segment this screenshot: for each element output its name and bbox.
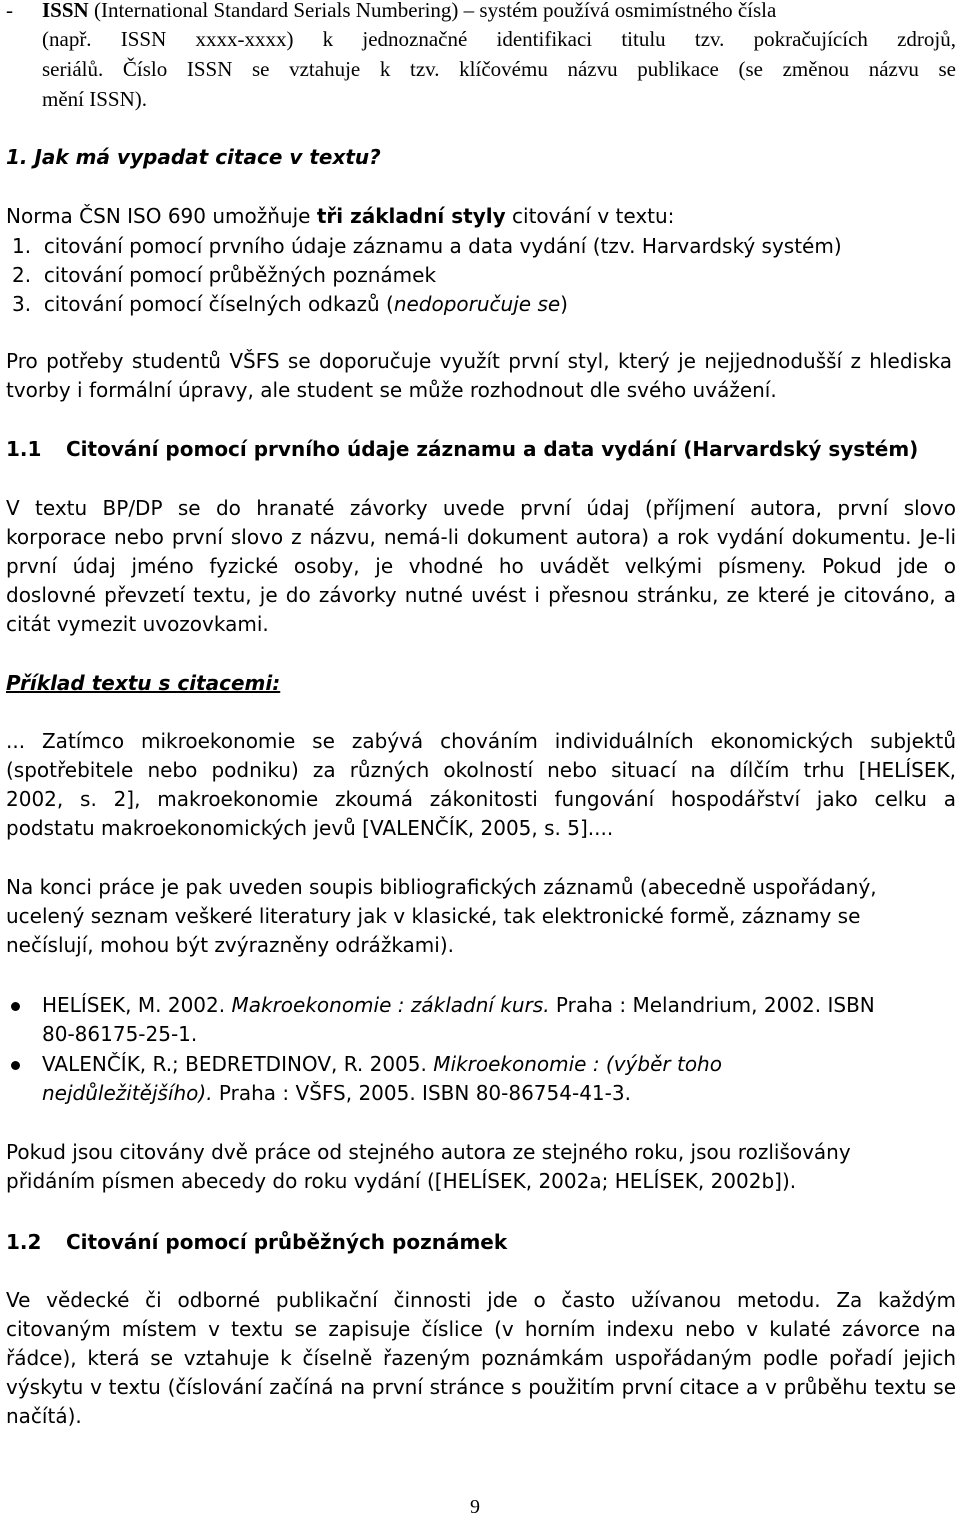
bullet-icon: [11, 1002, 20, 1011]
norma-line: [6, 202, 674, 231]
bib-title: Makroekonomie : základní kurs.: [231, 993, 550, 1017]
norma-text-a: Norma ČSN ISO 690 umožňuje: [6, 204, 317, 228]
recommendation-line-1: Pro potřeby studentů VŠFS se doporučuje využít první styl, který je nejjednodušší z hlediska: [6, 349, 952, 373]
section-1-1-number: 1.1: [6, 437, 42, 461]
bibliography-intro-line: nečíslují, mohou být zvýrazněny odrážkami).: [6, 933, 454, 957]
bibliography-intro-line: Na konci práce je pak uveden soupis bibliografických záznamů (abecedně uspořádaný,: [6, 875, 877, 899]
example-heading: Příklad textu s citacemi:: [6, 671, 281, 695]
paragraph-line: první údaj jméno fyzické osoby, je vhodné ho uvádět velkými písmeny. Pokud jde o: [6, 554, 956, 578]
issn-term: ISSN: [42, 0, 89, 22]
paragraph-line: přidáním písmen abecedy do roku vydání ([HELÍSEK, 2002a; HELÍSEK, 2002b]).: [6, 1169, 797, 1193]
paragraph-line: Ve vědecké či odborné publikační činnosti jde o často užívanou metodu. Za každým: [6, 1288, 956, 1312]
norma-emphasis: tři základní styly: [316, 204, 506, 228]
section-1-2-heading: Citování pomocí průběžných poznámek: [66, 1230, 508, 1254]
bibliography-item-1: [42, 991, 875, 1020]
bib-author: VALENČÍK, R.; BEDRETDINOV, R. 2005.: [42, 1052, 434, 1076]
style-item-3: [12, 290, 568, 319]
style-item-note: nedoporučuje se: [393, 292, 561, 316]
bibliography-intro-line: ucelený seznam veškeré literatury jak v klasické, tak elektronické formě, záznamy se: [6, 904, 861, 928]
page-number: 9: [470, 1496, 480, 1518]
paragraph-line: korporace nebo první slovo z názvu, nemá-li dokument autora) a rok vydání dokumentu. Je-li: [6, 525, 956, 549]
paragraph-line: výskytu v textu (číslování začíná na první stránce s použitím první citace a v průběhu textu se: [6, 1375, 956, 1399]
paragraph-line: V textu BP/DP se do hranaté závorky uvede první údaj (příjmení autora, první slovo: [6, 496, 956, 520]
section-1-heading: 1. Jak má vypadat citace v textu?: [6, 145, 381, 169]
issn-text-1: (International Standard Serials Numbering) – systém používá osmimístného čísla: [93, 0, 777, 22]
example-line: podstatu makroekonomických jevů [VALENČÍK, 2005, s. 5]....: [6, 816, 614, 840]
issn-line-1: [42, 0, 956, 25]
style-item-text: citování pomocí prvního údaje záznamu a data vydání (tzv. Harvardský systém): [43, 234, 842, 258]
section-1-1-heading: Citování pomocí prvního údaje záznamu a data vydání (Harvardský systém): [66, 437, 919, 461]
section-1-2-number: 1.2: [6, 1230, 42, 1254]
paragraph-line: řádce), která se vztahuje k číselně řazeným poznámkám uspořádaným podle pořadí jejich: [6, 1346, 956, 1370]
bibliography-item-2: [42, 1050, 722, 1079]
bullet-icon: [11, 1061, 20, 1070]
paragraph-line: citát vymezit uvozovkami.: [6, 612, 269, 636]
issn-dash: -: [6, 0, 13, 22]
issn-line-4: mění ISSN).: [42, 87, 147, 111]
example-line: ... Zatímco mikroekonomie se zabývá chováním individuálních ekonomických subjektů: [6, 729, 956, 753]
paragraph-line: citovaným místem v textu se zapisuje číslice (v horním indexu nebo v kulaté závorce na: [6, 1317, 956, 1341]
style-item-text: citování pomocí průběžných poznámek: [43, 263, 437, 287]
recommendation-line-2: tvorby i formální úpravy, ale student se může rozhodnout dle svého uvážení.: [6, 378, 777, 402]
issn-line-3: seriálů. Číslo ISSN se vztahuje k tzv. klíčovému názvu publikace (se změnou názvu se: [42, 57, 956, 81]
bibliography-item-2-cont: [42, 1079, 631, 1108]
paragraph-line: Pokud jsou citovány dvě práce od stejného autora ze stejného roku, jsou rozlišovány: [6, 1140, 851, 1164]
bib-publisher: Praha : Melandrium, 2002. ISBN: [549, 993, 875, 1017]
bib-publisher: Praha : VŠFS, 2005. ISBN 80-86754-41-3.: [212, 1081, 631, 1105]
bibliography-item-1-cont: 80-86175-25-1.: [42, 1022, 198, 1046]
style-item-close: ): [560, 292, 568, 316]
example-line: (spotřebitele nebo podniku) za různých okolností nebo situací na dílčím trhu [HELÍSEK,: [6, 758, 956, 782]
style-item-num: 1.: [12, 234, 32, 258]
paragraph-line: doslovné převzetí textu, je do závorky nutné uvést i přesnou stránku, ze které je citováno, a: [6, 583, 956, 607]
bib-author: HELÍSEK, M. 2002.: [42, 993, 232, 1017]
bib-title: nejdůležitějšího).: [42, 1081, 213, 1105]
style-item-text: citování pomocí číselných odkazů (: [43, 292, 394, 316]
norma-text-c: citování v textu:: [505, 204, 675, 228]
paragraph-line: načítá).: [6, 1404, 82, 1428]
style-item-num: 2.: [12, 263, 32, 287]
bib-title: Mikroekonomie : (výběr toho: [433, 1052, 722, 1076]
style-item-num: 3.: [12, 292, 32, 316]
style-item-2: [12, 261, 436, 290]
style-item-1: [12, 232, 842, 261]
issn-line-2: (např. ISSN xxxx-xxxx) k jednoznačné identifikaci titulu tzv. pokračujících zdrojů,: [42, 27, 956, 51]
example-line: 2002, s. 2], makroekonomie zkoumá zákonitosti fungování hospodářství jako celku a: [6, 787, 956, 811]
